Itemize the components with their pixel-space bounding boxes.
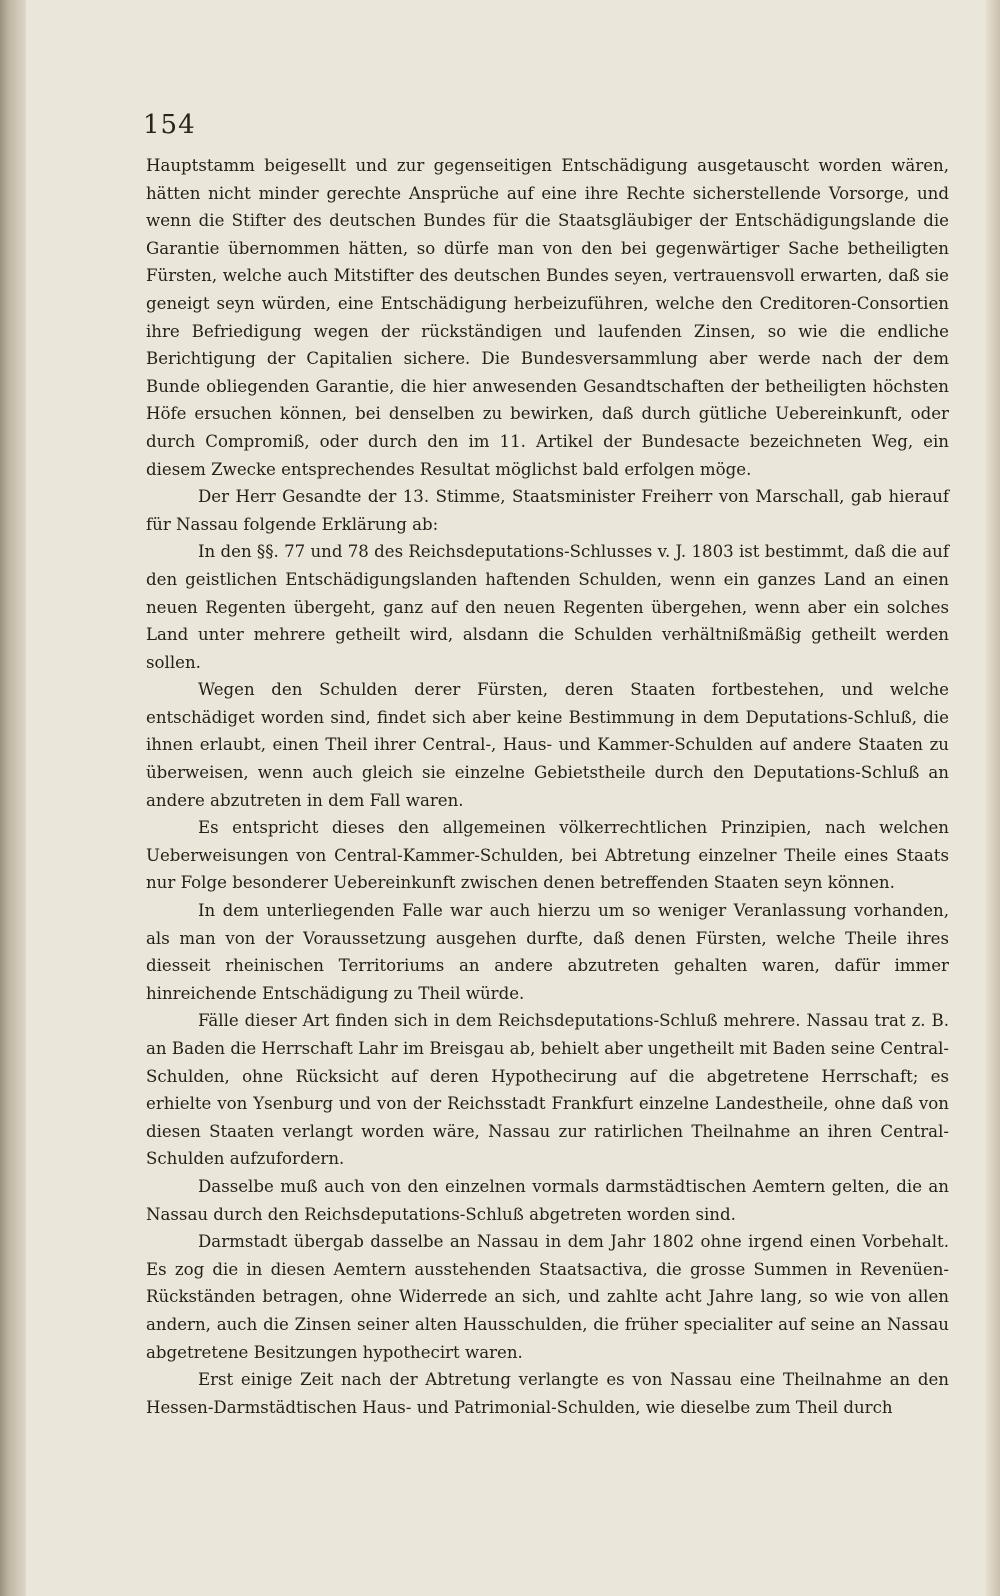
paragraph-continued: Hauptstamm beigesellt und zur gegenseitigen Entschädigung ausgetauscht worden wären, hätten nicht minder gerechte Ansprüche auf eine ihre Rechte sicherstellende Vorsorge, und wenn die Stifter des deutschen Bundes für die Staatsgläubiger der Entschädigungslande die Garantie übernommen hätten, so dürfe man von den bei gegenwärtiger Sache betheiligten Fürsten, welche auch Mitstifter des deutschen Bundes seyen, vertrauensvoll erwarten, daß sie geneigt seyn würden, eine Entschädigung herbeizuführen, welche den Creditoren-Consortien ihre Befriedigung wegen der rückständigen und laufenden Zinsen, so wie die endliche Berichtigung der Capitalien sichere. Die Bundesversammlung aber werde nach der dem Bunde obliegenden Garantie, die hier anwesenden Gesandtschaften der betheiligten höchsten Höfe ersuchen können, bei denselben zu bewirken, daß durch gütliche Uebereinkunft, oder durch Compromiß, oder durch den im 11. Artikel der Bundesacte bezeichneten Weg, ein diesem Zwecke entsprechendes Resultat möglichst bald erfolgen möge. — [146, 156, 949, 479]
body-text — [146, 152, 949, 1421]
paragraph: In den §§. 77 und 78 des Reichsdeputations-Schlusses v. J. 1803 ist bestimmt, daß die auf den geistlichen Entschädigungslanden haftenden Schulden, wenn ein ganzes Land an einen neuen Regenten übergeht, ganz auf den neuen Regenten übergehen, wenn aber ein solches Land unter mehrere getheilt wird, alsdann die Schulden verhältnißmäßig getheilt werden sollen. — [146, 542, 949, 672]
paragraph: Darmstadt übergab dasselbe an Nassau in dem Jahr 1802 ohne irgend einen Vorbehalt. Es zog die in diesen Aemtern ausstehenden Staatsactiva, die grosse Summen in Revenüen-Rückständen betragen, ohne Widerrede an sich, und zahlte acht Jahre lang, so wie von allen andern, auch die Zinsen seiner alten Hausschulden, die früher specialiter auf seine an Nassau abgetretene Besitzungen hypothecirt waren. — [146, 1232, 949, 1362]
paragraph: Erst einige Zeit nach der Abtretung verlangte es von Nassau eine Theilnahme an den Hessen-Darmstädtischen Haus- und Patrimonial-Schulden, wie dieselbe zum Theil durch — [146, 1370, 949, 1417]
paragraph: Wegen den Schulden derer Fürsten, deren Staaten fortbestehen, und welche entschädiget worden sind, findet sich aber keine Bestimmung in dem Deputations-Schluß, die ihnen erlaubt, einen Theil ihrer Central-, Haus- und Kammer-Schulden auf andere Staaten zu überweisen, wenn auch gleich sie einzelne Gebietstheile durch den Deputations-Schluß an andere abzutreten in dem Fall waren. — [146, 680, 949, 810]
paragraph: In dem unterliegenden Falle war auch hierzu um so weniger Veranlassung vorhanden, als man von der Voraussetzung ausgehen durfte, daß denen Fürsten, welche Theile ihres diesseit rheinischen Territoriums an andere abzutreten gehalten waren, dafür immer hinreichende Entschädigung zu Theil würde. — [146, 901, 949, 1003]
paragraph: Fälle dieser Art finden sich in dem Reichsdeputations-Schluß mehrere. Nassau trat z. B. an Baden die Herrschaft Lahr im Breisgau ab, behielt aber ungetheilt mit Baden seine Central-Schulden, ohne Rücksicht auf deren Hypothecirung auf die abgetretene Herrschaft; es erhielte von Ysenburg und von der Reichsstadt Frankfurt einzelne Landestheile, ohne daß von diesen Staaten verlangt worden wäre, Nassau zur ratirlichen Theilnahme an ihren Central-Schulden aufzufordern. — [146, 1011, 949, 1169]
page-number: 154 — [143, 110, 196, 140]
page-edge-shadow — [986, 0, 1000, 1596]
paragraph: Dasselbe muß auch von den einzelnen vormals darmstädtischen Aemtern gelten, die an Nassau durch den Reichsdeputations-Schluß abgetreten worden sind. — [146, 1176, 949, 1224]
paragraph: Es entspricht dieses den allgemeinen völkerrechtlichen Prinzipien, nach welchen Ueberweisungen von Central-Kammer-Schulden, bei Abtretung einzelner Theile eines Staats nur Folge besonderer Uebereinkunft zwischen denen betreffenden Staaten seyn können. — [146, 818, 949, 893]
paragraph-envoy-statement: Der Herr Gesandte der 13. Stimme, Staatsminister Freiherr von Marschall, gab hierauf für Nassau folgende Erklärung ab: — [146, 487, 949, 534]
book-spine-shadow — [0, 0, 26, 1596]
